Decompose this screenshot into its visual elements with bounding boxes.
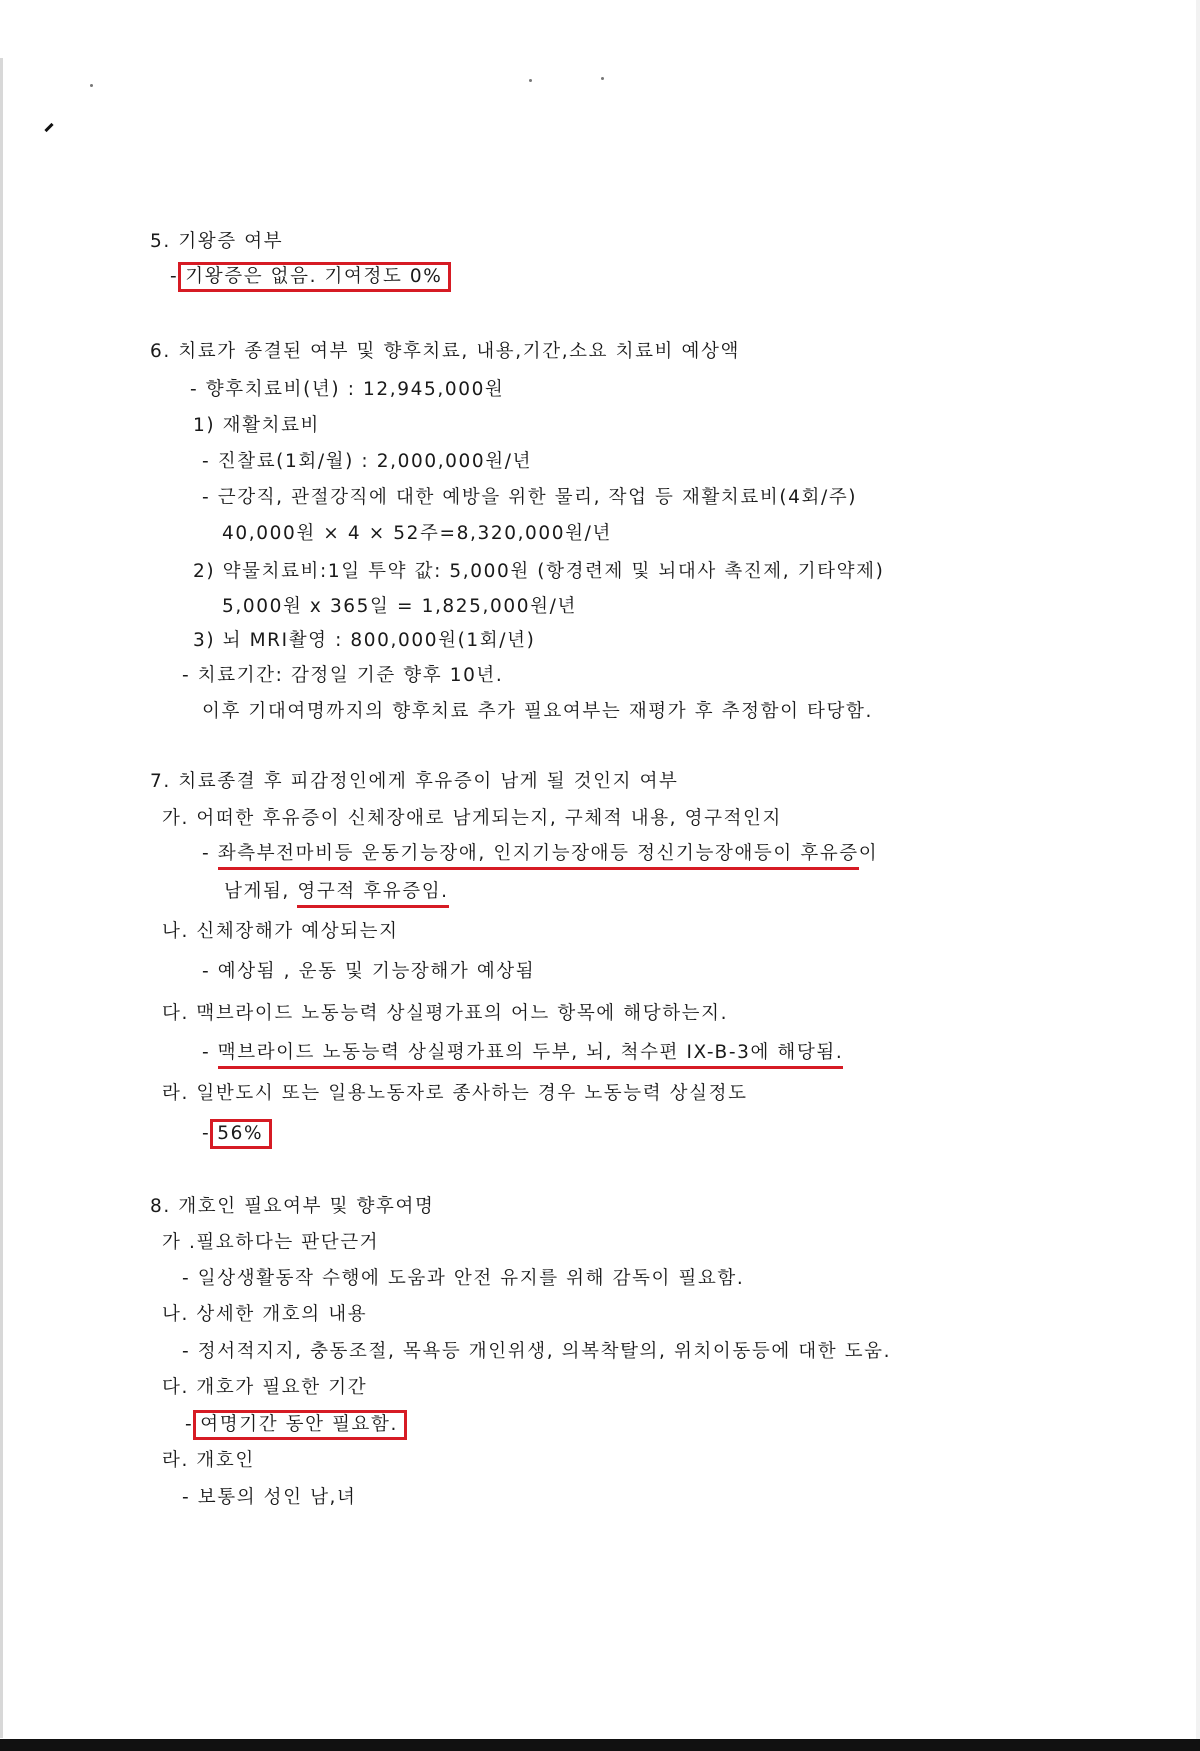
section-8-ra-title: 라. 개호인 xyxy=(162,1450,255,1471)
section-6-heading: 6. 치료가 종결된 여부 및 향후치료, 내용,기간,소요 치료비 예상액 xyxy=(150,341,740,362)
section-7-ga-answer xyxy=(202,842,878,866)
drug-cost-title: 2) 약물치료비:1일 투약 값: 5,000원 (항경련제 및 뇌대사 촉진제, 기타약제) xyxy=(193,561,885,582)
section-8-na-body: - 정서적지지, 충동조절, 목욕등 개인위생, 의복착탈의, 위치이동등에 대한 도움. xyxy=(182,1341,892,1362)
section-7-da-title: 다. 맥브라이드 노동능력 상실평가표의 어느 항목에 해당하는지. xyxy=(162,1003,729,1024)
pen-mark xyxy=(44,123,53,132)
treatment-period-note: 이후 기대여명까지의 향후치료 추가 필요여부는 재평가 후 추정함이 타당함. xyxy=(202,701,873,722)
dash: - xyxy=(202,1042,211,1063)
section-7-ga-answer-line2 xyxy=(224,880,449,904)
section-8-ra-body: - 보통의 성인 남,녀 xyxy=(182,1487,357,1508)
rehab-consult-fee: - 진찰료(1회/월) : 2,000,000원/년 xyxy=(202,451,533,472)
section-7-na-body: - 예상됨 , 운동 및 기능장해가 예상됨 xyxy=(202,961,536,982)
scan-bottom-edge xyxy=(0,1739,1200,1751)
rehab-therapy-calc: 40,000원 × 4 × 52주=8,320,000원/년 xyxy=(222,523,612,544)
section-8-na-title: 나. 상세한 개호의 내용 xyxy=(162,1304,368,1325)
dash: - xyxy=(202,843,211,864)
section-5-heading: 5. 기왕증 여부 xyxy=(150,231,284,252)
scan-top-margin xyxy=(0,0,1200,58)
section-7-na-title: 나. 신체장해가 예상되는지 xyxy=(162,921,399,942)
scan-speck xyxy=(90,84,93,87)
scan-right-edge xyxy=(1196,0,1200,1751)
dash: - xyxy=(185,1414,194,1435)
section-8-ga-body: - 일상생활동작 수행에 도움과 안전 유지를 위해 감독이 필요함. xyxy=(182,1268,745,1289)
section-7-da-answer xyxy=(202,1041,843,1065)
treatment-period: - 치료기간: 감정일 기준 향후 10년. xyxy=(182,665,504,686)
underlined-text: 맥브라이드 노동능력 상실평가표의 두부, 뇌, 척수편 IX-B-3에 해당됨. xyxy=(218,1042,844,1069)
dash: - xyxy=(202,1123,211,1144)
rehab-therapy-fee: - 근강직, 관절강직에 대한 예방을 위한 물리, 작업 등 재활치료비(4회/주) xyxy=(202,487,858,508)
dash: - xyxy=(170,266,179,287)
mri-cost: 3) 뇌 MRI촬영 : 800,000원(1회/년) xyxy=(193,630,536,651)
trailing-text: 이 xyxy=(858,843,879,864)
highlight-box: 기왕증은 없음. 기여정도 0% xyxy=(178,262,451,292)
plain-text: 남게됨, xyxy=(224,881,290,902)
scan-speck xyxy=(601,77,604,80)
section-8-heading: 8. 개호인 필요여부 및 향후여명 xyxy=(150,1196,435,1217)
drug-cost-calc: 5,000원 x 365일 = 1,825,000원/년 xyxy=(222,596,577,617)
future-treatment-total: - 향후치료비(년) : 12,945,000원 xyxy=(190,379,505,400)
underlined-text: 영구적 후유증임. xyxy=(297,881,448,908)
section-7-heading: 7. 치료종결 후 피감정인에게 후유증이 남게 될 것인지 여부 xyxy=(150,771,679,792)
scan-speck xyxy=(529,79,532,82)
section-7-ra-answer xyxy=(202,1122,272,1146)
section-7-ga-title: 가. 어떠한 후유증이 신체장애로 남게되는지, 구체적 내용, 영구적인지 xyxy=(162,808,782,829)
highlight-box: 56% xyxy=(210,1119,272,1149)
highlight-box: 여명기간 동안 필요함. xyxy=(193,1410,407,1440)
section-5-answer xyxy=(170,265,451,289)
section-8-da-answer xyxy=(185,1413,407,1437)
underlined-text: 좌측부전마비등 운동기능장애, 인지기능장애등 정신기능장애등이 후유증 xyxy=(218,843,859,870)
section-7-ra-title: 라. 일반도시 또는 일용노동자로 종사하는 경우 노동능력 상실정도 xyxy=(162,1083,748,1104)
rehab-cost-title: 1) 재활치료비 xyxy=(193,415,321,436)
scan-left-edge xyxy=(0,58,3,1738)
section-8-da-title: 다. 개호가 필요한 기간 xyxy=(162,1377,368,1398)
section-8-ga-title: 가 .필요하다는 판단근거 xyxy=(162,1232,380,1253)
